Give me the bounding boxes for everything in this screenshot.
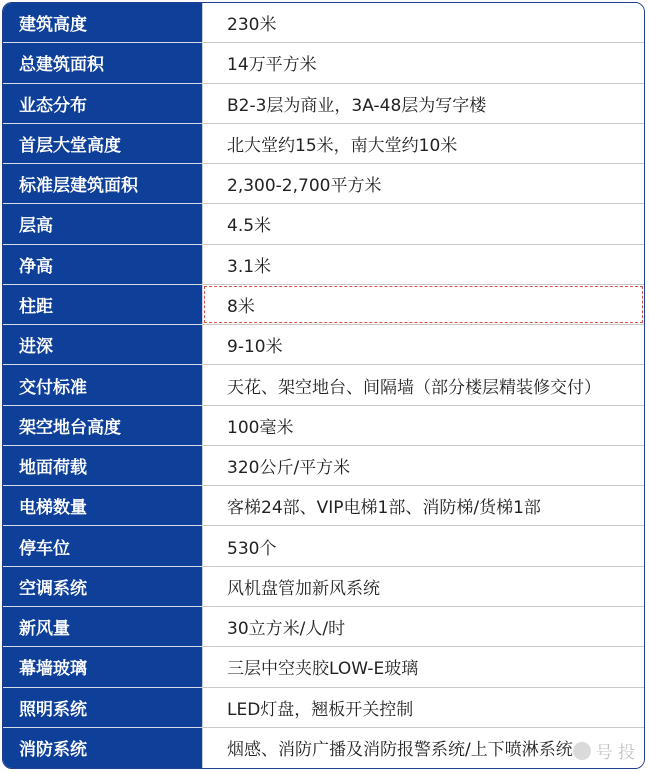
row-label: 照明系统 <box>3 688 203 728</box>
row-label: 幕墙玻璃 <box>3 647 203 687</box>
table-row <box>3 3 644 43</box>
table-row <box>3 567 644 607</box>
row-label: 地面荷载 <box>3 446 203 486</box>
table-row <box>3 486 644 526</box>
table-row <box>3 204 644 244</box>
table-row <box>3 406 644 446</box>
row-value: 530个 <box>203 526 644 566</box>
table-row <box>3 164 644 204</box>
row-value: 30立方米/人/时 <box>203 607 644 647</box>
row-label: 业态分布 <box>3 84 203 124</box>
table-row <box>3 607 644 647</box>
row-value: 天花、架空地台、间隔墙（部分楼层精装修交付） <box>203 365 644 405</box>
row-label: 新风量 <box>3 607 203 647</box>
table-row <box>3 526 644 566</box>
table-row <box>3 728 644 768</box>
row-value: 9-10米 <box>203 325 644 365</box>
row-label: 架空地台高度 <box>3 406 203 446</box>
row-value: 100毫米 <box>203 406 644 446</box>
row-value-highlighted: 8米 <box>203 285 644 325</box>
row-label: 停车位 <box>3 526 203 566</box>
watermark-text: 号 投 <box>595 743 635 763</box>
row-label: 交付标准 <box>3 365 203 405</box>
row-value: 14万平方米 <box>203 43 644 83</box>
row-label: 标准层建筑面积 <box>3 164 203 204</box>
row-label: 柱距 <box>3 285 203 325</box>
row-label: 首层大堂高度 <box>3 124 203 164</box>
row-label: 总建筑面积 <box>3 43 203 83</box>
row-label: 电梯数量 <box>3 486 203 526</box>
table-row <box>3 43 644 83</box>
table-row <box>3 285 644 325</box>
row-value: 230米 <box>203 3 644 43</box>
row-label: 建筑高度 <box>3 3 203 43</box>
table-row <box>3 325 644 365</box>
row-value: 2,300-2,700平方米 <box>203 164 644 204</box>
row-value: 3.1米 <box>203 245 644 285</box>
table-row <box>3 84 644 124</box>
spec-table <box>2 2 645 769</box>
row-value: 客梯24部、VIP电梯1部、消防梯/货梯1部 <box>203 486 644 526</box>
table-row <box>3 647 644 687</box>
table-row <box>3 245 644 285</box>
row-label: 进深 <box>3 325 203 365</box>
row-value: LED灯盘，翘板开关控制 <box>203 688 644 728</box>
row-label: 空调系统 <box>3 567 203 607</box>
row-value: 320公斤/平方米 <box>203 446 644 486</box>
table-row <box>3 688 644 728</box>
table-row <box>3 446 644 486</box>
table-row <box>3 365 644 405</box>
row-value: 风机盘管加新风系统 <box>203 567 644 607</box>
row-value: 三层中空夹胶LOW-E玻璃 <box>203 647 644 687</box>
row-value: 烟感、消防广播及消防报警系统/上下喷淋系统 <box>203 728 644 768</box>
row-label: 净高 <box>3 245 203 285</box>
row-value: B2-3层为商业，3A-48层为写字楼 <box>203 84 644 124</box>
row-label: 层高 <box>3 204 203 244</box>
row-value: 北大堂约15米，南大堂约10米 <box>203 124 644 164</box>
row-label: 消防系统 <box>3 728 203 768</box>
table-row <box>3 124 644 164</box>
row-value: 4.5米 <box>203 204 644 244</box>
